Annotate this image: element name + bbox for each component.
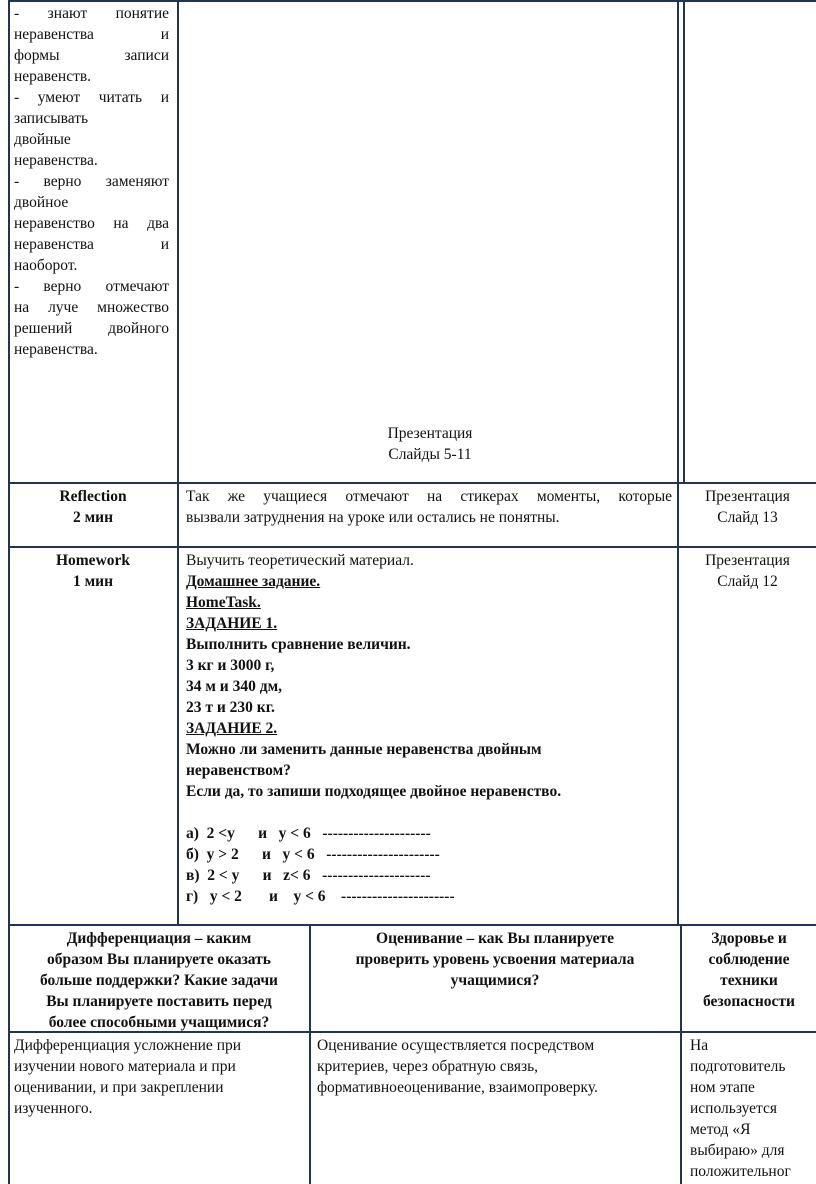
text-line: двойное [14, 194, 69, 211]
text-line: Выучить теоретический материал. [186, 552, 414, 569]
text-line: Если да, то запиши подходящее двойное неравенство. [186, 783, 562, 800]
header-differentiation [10, 928, 308, 1033]
stage-reflection [10, 486, 176, 528]
task1-title: ЗАДАНИЕ 1. [186, 615, 278, 632]
text-line: Презентация [705, 488, 790, 505]
text-line: критериев, через обратную связь, [317, 1058, 539, 1075]
text-line: 23 т и 230 кг. [186, 699, 275, 716]
text-line: 2 мин [72, 509, 114, 526]
hometask-title: HomeTask. [186, 594, 261, 611]
learning-outcomes [14, 3, 169, 360]
text-line: записывать [14, 110, 89, 127]
text-line: используется [690, 1100, 778, 1117]
text-line: формативноеоценивание, взаимопроверку. [317, 1079, 598, 1096]
text-line: 3 кг и 3000 г, [186, 657, 275, 674]
text-line: Презентация [705, 552, 790, 569]
text-line: неравенства. [14, 152, 98, 169]
stage-homework [10, 550, 176, 592]
text-line: более способными учащимися? [48, 1014, 270, 1031]
text-line: подготовитель [690, 1058, 786, 1075]
resource-slide-13 [679, 486, 816, 528]
text-line: двойные [14, 131, 71, 148]
text-line: неравенства и [14, 236, 169, 253]
col-divider-2-outer [677, 482, 679, 924]
text-line: учащимися? [450, 972, 540, 989]
text-line: Слайды 5-11 [388, 446, 472, 463]
differentiation-text [14, 1035, 306, 1119]
health-text [690, 1035, 814, 1182]
text-line: изученного. [14, 1100, 93, 1117]
reflection-text [186, 486, 672, 528]
text-line: Оценивание осуществляется посредством [317, 1037, 595, 1054]
text-line: Вы планируете поставить перед [46, 993, 272, 1010]
text-line: а) 2 <у и у < 6 --------------------- [186, 825, 431, 842]
text-line: - верно отмечают [14, 278, 169, 295]
resource-slide-12 [679, 550, 816, 592]
top-border [8, 0, 816, 2]
text-line: Homework [55, 552, 131, 569]
row-divider-3 [8, 924, 816, 926]
text-line: неравенств. [14, 68, 92, 85]
text-line: Здоровье и [711, 930, 787, 947]
text-line: б) у > 2 и у < 6 ---------------------- [186, 846, 440, 863]
homework-content [186, 550, 674, 907]
text-line: выбираю» для [690, 1142, 785, 1159]
text-line: проверить уровень усвоения материала [355, 951, 635, 968]
text-line: Дифференциация – каким [66, 930, 252, 947]
row-divider-2 [8, 546, 816, 548]
text-line: техники [720, 972, 778, 989]
text-line: Reflection [59, 488, 127, 505]
text-line: метод «Я [690, 1121, 751, 1138]
text-line: изучении нового материала и при [14, 1058, 236, 1075]
text-line: неравенство на два [14, 215, 169, 232]
text-line: Слайд 12 [717, 573, 778, 590]
text-line: безопасности [703, 993, 795, 1010]
text-line: решений двойного [14, 320, 169, 337]
text-line: ном этапе [690, 1079, 755, 1096]
text-line: Оценивание – как Вы планируете [376, 930, 614, 947]
text-line: Презентация [387, 425, 473, 442]
text-line: - умеют читать и [14, 89, 169, 106]
row-divider-1 [8, 482, 816, 484]
text-line: формы записи [14, 47, 169, 64]
col-divider-2-upper [677, 0, 679, 482]
col-divider-1-top [177, 0, 179, 924]
text-line: образом Вы планируете оказать [47, 951, 271, 968]
text-line: 34 м и 340 дм, [186, 678, 283, 695]
text-line: Можно ли заменить данные неравенства двойным [186, 741, 542, 758]
header-health-safety [682, 928, 816, 1012]
homework-title: Домашнее задание. [186, 573, 321, 590]
text-line: вызвали затруднения на уроке или остались не понятны. [186, 509, 560, 526]
text-line: Дифференциация усложнение при [14, 1037, 242, 1054]
text-line: неравенства. [14, 341, 98, 358]
text-line: Выполнить сравнение величин. [186, 636, 411, 653]
text-line: - верно заменяют [14, 173, 169, 190]
text-line: - знают понятие [14, 5, 169, 22]
text-line: Так же учащиеся отмечают на стикерах моменты, которые [186, 488, 672, 505]
text-line: больше поддержки? Какие задачи [40, 972, 278, 989]
task2-title: ЗАДАНИЕ 2. [186, 720, 278, 737]
text-line: неравенством? [186, 762, 291, 779]
text-line: На [690, 1037, 709, 1054]
text-line: неравенства и [14, 26, 169, 43]
col-divider-2-inner [683, 0, 685, 482]
text-line: положительног [690, 1163, 791, 1180]
text-line: в) 2 < у и z< 6 --------------------- [186, 867, 431, 884]
text-line: г) у < 2 и у < 6 ---------------------- [186, 888, 455, 905]
text-line: Слайд 13 [717, 509, 778, 526]
text-line: оценивании, и при закреплении [14, 1079, 224, 1096]
header-assessment [311, 928, 679, 991]
assessment-text [317, 1035, 677, 1098]
text-line: 1 мин [72, 573, 114, 590]
resource-slides-5-11 [180, 423, 680, 465]
text-line: наоборот. [14, 257, 78, 274]
text-line: на луче множество [14, 299, 169, 316]
text-line: соблюдение [708, 951, 790, 968]
